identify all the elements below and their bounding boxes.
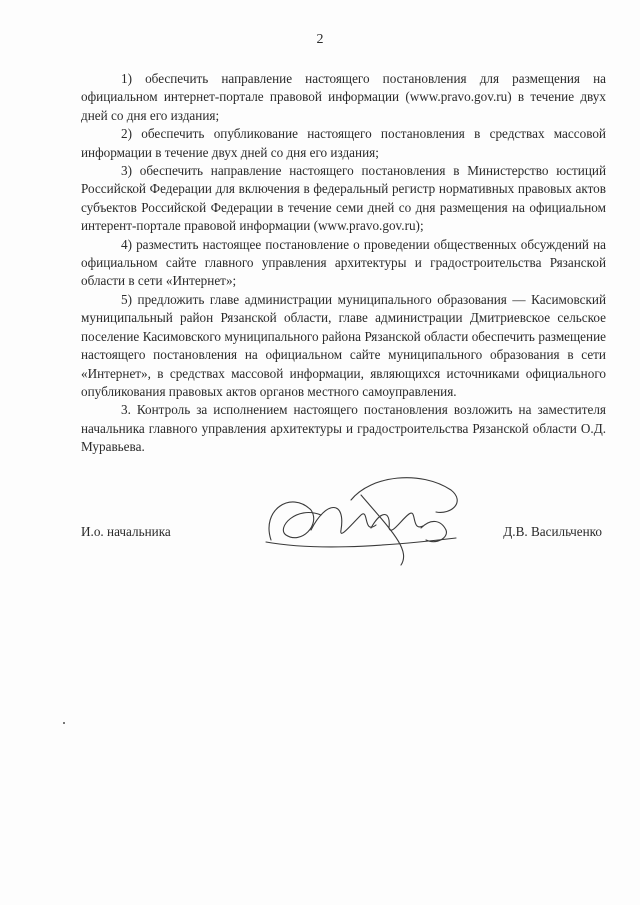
paragraph-item-4: 4) разместить настоящее постановление о проведении общественных обсуждений на официальном сайте главного управления архитектуры и градостроительства Рязанской области в сети «Интернет»; (81, 236, 606, 289)
handwritten-signature (251, 470, 471, 570)
signature-block (81, 490, 606, 580)
signatory-name: Д.В. Васильченко (503, 524, 602, 539)
paragraph-control-clause: 3. Контроль за исполнением настоящего постановления возложить на заместителя начальника главного управления архитектуры и градостроительства Рязанской области О.Д. Муравьева. (81, 402, 606, 455)
paragraph-item-2: 2) обеспечить опубликование настоящего постановления в средствах массовой информации в течение двух дней со дня его издания; (81, 126, 606, 160)
paragraph-item-5: 5) предложить главе администрации муниципального образования — Касимовский муниципальный район Рязанской области, главе администрации Дмитриевское сельское поселение Касимовского муниципального района Рязанской области обеспечить размещение настоящего постановления на официальном сайте муниципального образования в сети «Интернет», в средствах массовой информации, являющихся источниками официального опубликования правовых актов органов местного самоуправления. (81, 291, 606, 399)
document-body (81, 70, 606, 457)
scan-speck (63, 722, 65, 724)
paragraph-item-3: 3) обеспечить направление настоящего постановления в Министерство юстиций Российской Федерации для включения в федеральный регистр нормативных правовых актов субъектов Российской Федерации в течение семи дней со дня размещения на официальном интерент-портале правовой информации (www.pravo.gov.ru); (81, 163, 606, 234)
paragraph-item-1: 1) обеспечить направление настоящего постановления для размещения на официальном интернет-портале правовой информации (www.pravo.gov.ru) в течение двух дней со дня его издания; (81, 71, 606, 123)
page-number: 2 (316, 32, 324, 47)
signatory-position: И.о. начальника (81, 524, 171, 539)
